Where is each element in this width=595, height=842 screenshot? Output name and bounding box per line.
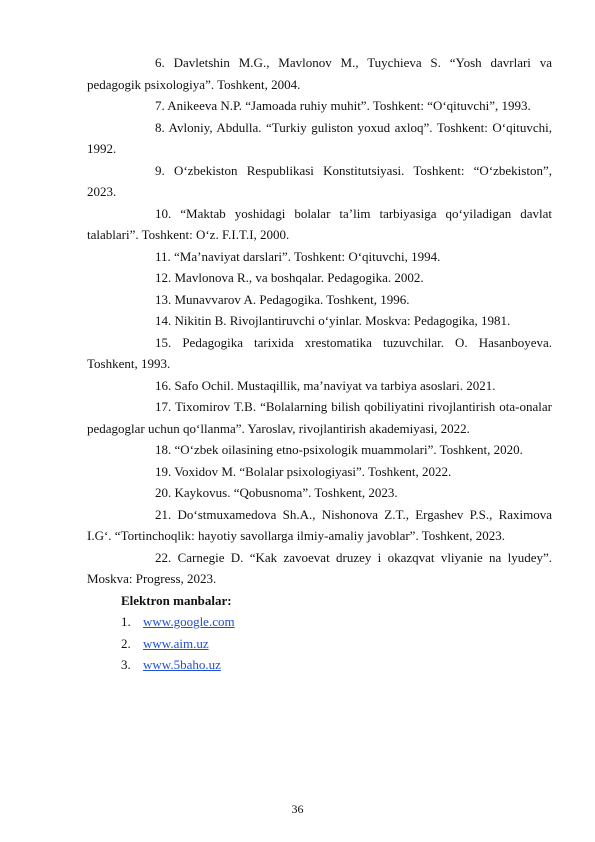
reference-text: Do‘stmuxamedova Sh.A., Nishonova Z.T., Ergashev P.S., Raximova I.G‘. “Tortinchoqlik: hayotiy savollarga ilmiy-amaliy javoblar”. Toshkent, 2023. bbox=[87, 506, 553, 543]
reference-text: Mavlonova R., va boshqalar. Pedagogika. 2002. bbox=[174, 270, 424, 285]
reference-item bbox=[87, 504, 552, 547]
reference-item bbox=[87, 332, 552, 375]
reference-text: Munavvarov A. Pedagogika. Toshkent, 1996. bbox=[174, 291, 410, 307]
reference-item bbox=[87, 289, 552, 311]
reference-text: Pedagogika tarixida xrestomatika tuzuvchilar. O. Hasanboyeva. Toshkent, 1993. bbox=[87, 334, 552, 371]
reference-text: Avloniy, Abdulla. “Turkiy guliston yoxud axloq”. Toshkent: O‘qituvchi, 1992. bbox=[87, 119, 552, 156]
references-section bbox=[87, 52, 552, 676]
reference-number: 9. bbox=[155, 162, 165, 178]
google-link[interactable]: www.google.com bbox=[143, 614, 235, 629]
reference-text: Anikeeva N.P. “Jamoada ruhiy muhit”. Toshkent: “O‘qituvchi”, 1993. bbox=[167, 98, 531, 113]
reference-text: Carnegie D. “Kak zavoevat druzey i okazqvat vliyanie na lyudey”. Moskva: Progress, 2023. bbox=[87, 549, 552, 586]
reference-list bbox=[87, 52, 552, 590]
link-item bbox=[87, 654, 552, 676]
reference-text: Kaykovus. “Qobusnoma”. Toshkent, 2023. bbox=[174, 485, 398, 500]
reference-item bbox=[87, 461, 552, 483]
reference-item bbox=[87, 310, 552, 332]
reference-text: Tixomirov T.B. “Bolalarning bilish qobiliyatini rivojlantirish ota-onalar pedagoglar uchun qo‘llanma”. Yaroslav, rivojlantirish akademiyasi, 2022. bbox=[87, 399, 552, 436]
reference-item bbox=[87, 203, 552, 246]
reference-item bbox=[87, 439, 552, 461]
reference-number: 22. bbox=[155, 549, 172, 565]
reference-number: 6. bbox=[155, 55, 165, 70]
reference-item bbox=[87, 160, 552, 203]
reference-item bbox=[87, 547, 552, 590]
reference-item bbox=[87, 95, 552, 117]
reference-item bbox=[87, 482, 552, 504]
electronic-links-list bbox=[87, 611, 552, 676]
electronic-sources-heading: Elektron manbalar: bbox=[121, 592, 232, 608]
reference-text: Voxidov M. “Bolalar psixologiyasi”. Toshkent, 2022. bbox=[174, 463, 452, 479]
reference-number: 18. bbox=[155, 442, 172, 457]
link-item bbox=[87, 633, 552, 655]
link-number: 3. bbox=[121, 657, 131, 672]
link-number: 2. bbox=[121, 635, 131, 651]
reference-text: “Maktab yoshidagi bolalar ta’lim tarbiyasiga qo‘yiladigan davlat talablari”. Toshkent: O‘z. F.I.T.I, 2000. bbox=[87, 205, 552, 242]
reference-number: 16. bbox=[155, 377, 172, 393]
aim-link[interactable]: www.aim.uz bbox=[143, 635, 209, 651]
reference-text: Davletshin M.G., Mavlonov M., Tuychieva S. “Yosh davrlari va pedagogik psixologiya”. Toshkent, 2004. bbox=[87, 55, 553, 92]
reference-item bbox=[87, 117, 552, 160]
reference-number: 10. bbox=[155, 205, 172, 221]
reference-item bbox=[87, 396, 552, 439]
reference-text: Nikitin B. Rivojlantiruvchi o‘yinlar. Moskva: Pedagogika, 1981. bbox=[174, 313, 511, 328]
reference-number: 14. bbox=[155, 313, 172, 328]
reference-number: 12. bbox=[155, 270, 172, 285]
reference-number: 15. bbox=[155, 334, 172, 350]
reference-number: 11. bbox=[155, 248, 171, 264]
reference-text: O‘zbekiston Respublikasi Konstitutsiyasi. Toshkent: “O‘zbekiston”, 2023. bbox=[87, 162, 552, 199]
reference-number: 19. bbox=[155, 463, 172, 479]
reference-number: 21. bbox=[155, 506, 172, 522]
reference-item bbox=[87, 267, 552, 289]
reference-number: 17. bbox=[155, 399, 172, 414]
link-item bbox=[87, 611, 552, 633]
reference-number: 8. bbox=[155, 119, 165, 135]
5baho-link[interactable]: www.5baho.uz bbox=[143, 657, 221, 672]
link-number: 1. bbox=[121, 614, 131, 629]
reference-item bbox=[87, 375, 552, 397]
reference-number: 20. bbox=[155, 485, 172, 500]
reference-text: “O‘zbek oilasining etno-psixologik muammolari”. Toshkent, 2020. bbox=[174, 442, 523, 457]
reference-text: “Ma’naviyat darslari”. Toshkent: O‘qituvchi, 1994. bbox=[174, 248, 441, 264]
reference-number: 7. bbox=[155, 98, 165, 113]
page-number: 36 bbox=[291, 802, 304, 816]
reference-text: Safo Ochil. Mustaqillik, ma’naviyat va tarbiya asoslari. 2021. bbox=[174, 377, 496, 393]
reference-number: 13. bbox=[155, 291, 172, 307]
reference-item bbox=[87, 246, 552, 268]
reference-item bbox=[87, 52, 552, 95]
